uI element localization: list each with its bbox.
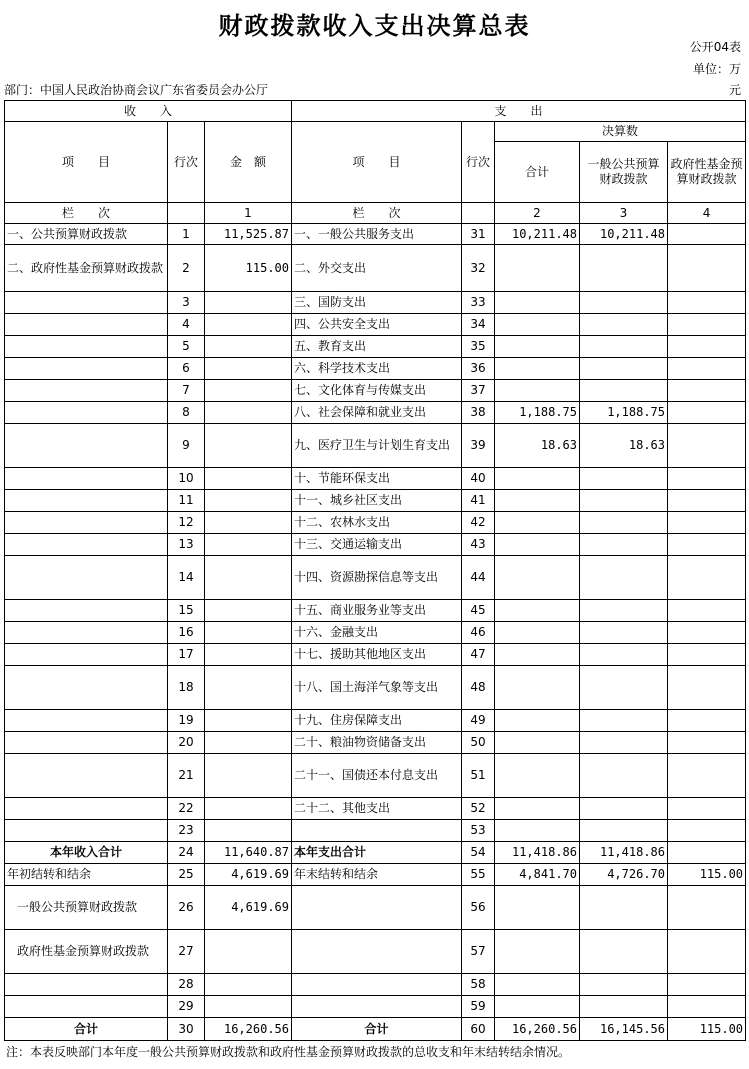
general-budget-header: 一般公共预算财政拨款 [580,142,668,203]
income-line-no: 24 [168,842,205,864]
general-budget-amount [580,732,668,754]
total-amount [495,600,580,622]
total-amount [495,930,580,974]
table-row [5,996,746,1018]
income-item: 年初结转和结余 [5,864,168,886]
gov-fund-header: 政府性基金预算财政拨款 [668,142,746,203]
gov-fund-amount [668,490,746,512]
income-item [5,336,168,358]
income-line-no: 4 [168,314,205,336]
gov-fund-amount [668,644,746,666]
general-budget-amount [580,622,668,644]
gov-fund-amount [668,820,746,842]
general-budget-amount: 1,188.75 [580,402,668,424]
expense-line-no: 36 [462,358,495,380]
expense-line-no: 40 [462,468,495,490]
income-amount [205,556,292,600]
income-amount [205,490,292,512]
income-item [5,556,168,600]
expense-line-no: 54 [462,842,495,864]
income-item [5,754,168,798]
expense-item: 二十二、其他支出 [292,798,462,820]
income-item [5,292,168,314]
income-amount [205,820,292,842]
expense-line-no: 31 [462,224,495,245]
general-budget-amount: 10,211.48 [580,224,668,245]
total-amount [495,534,580,556]
general-budget-amount [580,292,668,314]
income-item [5,600,168,622]
gov-fund-amount [668,292,746,314]
expense-item [292,886,462,930]
income-amount [205,930,292,974]
income-item [5,996,168,1018]
gov-fund-amount [668,974,746,996]
table-row [5,974,746,996]
gov-fund-amount [668,754,746,798]
expense-item: 十、节能环保支出 [292,468,462,490]
expense-line-no: 42 [462,512,495,534]
income-line-no: 17 [168,644,205,666]
general-budget-amount [580,996,668,1018]
general-budget-amount [580,666,668,710]
income-amount [205,974,292,996]
gov-fund-amount [668,380,746,402]
income-item [5,380,168,402]
expense-item: 十二、农林水支出 [292,512,462,534]
expense-line-no: 49 [462,710,495,732]
table-row [5,644,746,666]
expense-line-no: 57 [462,930,495,974]
total-amount [495,380,580,402]
gov-fund-amount: 115.00 [668,864,746,886]
income-line-no: 2 [168,245,205,292]
table-row [5,930,746,974]
table-row [5,556,746,600]
expense-line-no: 52 [462,798,495,820]
expense-item: 十九、住房保障支出 [292,710,462,732]
income-line-no: 7 [168,380,205,402]
expense-line-no: 41 [462,490,495,512]
expense-item: 三、国防支出 [292,292,462,314]
expense-item-header: 项 目 [292,122,462,203]
col-label-right: 栏 次 [292,203,462,224]
income-item: 合计 [5,1018,168,1041]
income-amount [205,402,292,424]
table-row [5,380,746,402]
general-budget-amount [580,600,668,622]
income-item [5,644,168,666]
income-amount: 4,619.69 [205,864,292,886]
income-header: 收 入 [5,101,292,122]
gov-fund-amount [668,930,746,974]
income-item [5,424,168,468]
gov-fund-amount [668,710,746,732]
general-budget-amount: 4,726.70 [580,864,668,886]
table-row [5,754,746,798]
income-line-no: 18 [168,666,205,710]
income-amount: 16,260.56 [205,1018,292,1041]
income-amount [205,600,292,622]
table-row [5,1018,746,1041]
income-item [5,820,168,842]
expense-line-no: 32 [462,245,495,292]
income-line-no: 15 [168,600,205,622]
total-amount: 1,188.75 [495,402,580,424]
income-amount [205,732,292,754]
general-budget-amount [580,754,668,798]
expense-item: 合计 [292,1018,462,1041]
table-row [5,732,746,754]
gov-fund-amount [668,245,746,292]
income-line-no: 25 [168,864,205,886]
table-row [5,622,746,644]
income-amount: 4,619.69 [205,886,292,930]
income-line-no: 28 [168,974,205,996]
col-index-1: 1 [205,203,292,224]
expense-line-no: 47 [462,644,495,666]
income-line-no: 6 [168,358,205,380]
income-line-no: 20 [168,732,205,754]
expense-line-no: 43 [462,534,495,556]
table-row [5,245,746,292]
total-amount [495,754,580,798]
expense-item: 年末结转和结余 [292,864,462,886]
total-amount [495,314,580,336]
income-amount [205,534,292,556]
gov-fund-amount [668,556,746,600]
income-amount [205,424,292,468]
income-line-no: 13 [168,534,205,556]
expense-line-no: 55 [462,864,495,886]
general-budget-amount [580,336,668,358]
income-item [5,358,168,380]
income-line-no: 3 [168,292,205,314]
income-amount [205,358,292,380]
general-budget-amount [580,930,668,974]
income-line-no: 14 [168,556,205,600]
general-budget-amount [580,380,668,402]
general-budget-amount [580,974,668,996]
income-line-no: 16 [168,622,205,644]
income-amount-header: 金 额 [205,122,292,203]
total-amount [495,245,580,292]
income-amount [205,798,292,820]
income-amount [205,622,292,644]
expense-line-header: 行次 [462,122,495,203]
expense-line-no: 34 [462,314,495,336]
final-accounts-header: 决算数 [495,122,746,142]
general-budget-amount [580,644,668,666]
expense-line-no: 45 [462,600,495,622]
total-amount [495,710,580,732]
general-budget-amount [580,534,668,556]
empty-cell [462,203,495,224]
expense-item [292,974,462,996]
expense-line-no: 58 [462,974,495,996]
expense-item: 一、一般公共服务支出 [292,224,462,245]
income-item: 二、政府性基金预算财政拨款 [5,245,168,292]
gov-fund-amount [668,798,746,820]
general-budget-amount [580,358,668,380]
income-amount: 115.00 [205,245,292,292]
total-header: 合计 [495,142,580,203]
income-item [5,974,168,996]
gov-fund-amount [668,996,746,1018]
gov-fund-amount [668,622,746,644]
page-title: 财政拨款收入支出决算总表 [218,11,531,40]
income-amount [205,512,292,534]
general-budget-amount [580,556,668,600]
gov-fund-amount [668,402,746,424]
income-line-no: 11 [168,490,205,512]
income-line-no: 9 [168,424,205,468]
header-row-1 [5,101,746,122]
gov-fund-amount [668,468,746,490]
column-index-row [5,203,746,224]
income-amount: 11,525.87 [205,224,292,245]
table-row [5,424,746,468]
gov-fund-amount [668,314,746,336]
income-item [5,798,168,820]
income-item [5,666,168,710]
general-budget-amount: 18.63 [580,424,668,468]
footnote: 注：本表反映部门本年度一般公共预算财政拨款和政府性基金预算财政拨款的总收支和年末结转结余情况。 [6,1045,571,1059]
total-amount [495,666,580,710]
expense-item: 九、医疗卫生与计划生育支出 [292,424,462,468]
expense-item: 十一、城乡社区支出 [292,490,462,512]
expense-line-no: 38 [462,402,495,424]
total-amount [495,798,580,820]
total-amount [495,732,580,754]
income-line-no: 5 [168,336,205,358]
expense-item: 五、教育支出 [292,336,462,358]
expense-line-no: 60 [462,1018,495,1041]
empty-cell [168,203,205,224]
form-code: 公开04表 [689,40,741,54]
income-line-no: 29 [168,996,205,1018]
general-budget-amount [580,314,668,336]
income-line-header: 行次 [168,122,205,203]
income-item: 一般公共预算财政拨款 [5,886,168,930]
expense-item: 本年支出合计 [292,842,462,864]
table-row [5,512,746,534]
expense-item: 十七、援助其他地区支出 [292,644,462,666]
expense-item: 八、社会保障和就业支出 [292,402,462,424]
total-amount [495,820,580,842]
income-amount [205,754,292,798]
total-amount: 11,418.86 [495,842,580,864]
gov-fund-amount [668,512,746,534]
total-amount [495,358,580,380]
table-row [5,358,746,380]
expense-line-no: 56 [462,886,495,930]
total-amount [495,468,580,490]
expense-line-no: 46 [462,622,495,644]
unit-label: 单位：万 [692,62,741,76]
income-line-no: 19 [168,710,205,732]
expense-item: 四、公共安全支出 [292,314,462,336]
general-budget-amount [580,798,668,820]
total-amount [495,490,580,512]
table-row [5,534,746,556]
expense-item: 十八、国土海洋气象等支出 [292,666,462,710]
expense-line-no: 33 [462,292,495,314]
table-row [5,710,746,732]
general-budget-amount [580,886,668,930]
expense-item: 六、科学技术支出 [292,358,462,380]
table-row [5,842,746,864]
income-line-no: 23 [168,820,205,842]
total-amount: 18.63 [495,424,580,468]
income-amount [205,314,292,336]
table-row [5,600,746,622]
gov-fund-amount [668,666,746,710]
income-amount [205,644,292,666]
income-item [5,512,168,534]
expense-item: 十四、资源勘探信息等支出 [292,556,462,600]
income-amount [205,468,292,490]
income-line-no: 30 [168,1018,205,1041]
table-row [5,820,746,842]
income-item [5,468,168,490]
income-amount [205,996,292,1018]
gov-fund-amount [668,336,746,358]
gov-fund-amount [668,732,746,754]
total-amount [495,974,580,996]
income-line-no: 22 [168,798,205,820]
table-row [5,336,746,358]
income-item [5,314,168,336]
income-line-no: 1 [168,224,205,245]
expense-line-no: 44 [462,556,495,600]
income-item [5,490,168,512]
income-item: 一、公共预算财政拨款 [5,224,168,245]
gov-fund-amount [668,224,746,245]
total-amount [495,292,580,314]
budget-table [4,100,746,1041]
expense-item [292,820,462,842]
col-index-2: 2 [495,203,580,224]
income-line-no: 26 [168,886,205,930]
income-item-header: 项 目 [5,122,168,203]
general-budget-amount [580,820,668,842]
expense-line-no: 50 [462,732,495,754]
income-item [5,732,168,754]
income-item [5,402,168,424]
income-amount [205,666,292,710]
income-amount: 11,640.87 [205,842,292,864]
total-amount: 10,211.48 [495,224,580,245]
expense-item: 二十一、国债还本付息支出 [292,754,462,798]
income-line-no: 21 [168,754,205,798]
general-budget-amount [580,468,668,490]
table-row [5,490,746,512]
gov-fund-amount: 115.00 [668,1018,746,1041]
expense-item: 二、外交支出 [292,245,462,292]
total-amount [495,512,580,534]
table-row [5,224,746,245]
total-amount [495,556,580,600]
income-amount [205,292,292,314]
expense-item: 十六、金融支出 [292,622,462,644]
table-row [5,798,746,820]
expense-item: 十五、商业服务业等支出 [292,600,462,622]
expense-line-no: 35 [462,336,495,358]
gov-fund-amount [668,358,746,380]
gov-fund-amount [668,424,746,468]
table-row [5,402,746,424]
income-amount [205,710,292,732]
expense-item: 十三、交通运输支出 [292,534,462,556]
gov-fund-amount [668,534,746,556]
income-item: 本年收入合计 [5,842,168,864]
expense-item: 七、文化体育与传媒支出 [292,380,462,402]
expense-line-no: 39 [462,424,495,468]
income-item [5,622,168,644]
income-line-no: 12 [168,512,205,534]
general-budget-amount [580,512,668,534]
general-budget-amount: 11,418.86 [580,842,668,864]
income-amount [205,336,292,358]
table-row [5,666,746,710]
table-row [5,314,746,336]
income-item [5,710,168,732]
unit-label-cont: 元 [728,83,741,97]
header-row-2 [5,122,746,142]
total-amount [495,644,580,666]
total-amount [495,996,580,1018]
income-line-no: 10 [168,468,205,490]
department-label: 部门：中国人民政治协商会议广东省委员会办公厅 [4,83,269,97]
expense-line-no: 53 [462,820,495,842]
gov-fund-amount [668,600,746,622]
expense-line-no: 59 [462,996,495,1018]
expense-header: 支 出 [292,101,746,122]
income-line-no: 27 [168,930,205,974]
general-budget-amount [580,710,668,732]
total-amount [495,886,580,930]
table-row [5,292,746,314]
table-row [5,886,746,930]
income-line-no: 8 [168,402,205,424]
general-budget-amount [580,490,668,512]
expense-line-no: 48 [462,666,495,710]
expense-item [292,996,462,1018]
income-item [5,534,168,556]
table-row [5,468,746,490]
expense-line-no: 37 [462,380,495,402]
income-item: 政府性基金预算财政拨款 [5,930,168,974]
col-index-3: 3 [580,203,668,224]
col-label-left: 栏 次 [5,203,168,224]
expense-item [292,930,462,974]
gov-fund-amount [668,842,746,864]
total-amount: 16,260.56 [495,1018,580,1041]
table-row [5,864,746,886]
gov-fund-amount [668,886,746,930]
general-budget-amount: 16,145.56 [580,1018,668,1041]
total-amount [495,622,580,644]
expense-item: 二十、粮油物资储备支出 [292,732,462,754]
total-amount [495,336,580,358]
total-amount: 4,841.70 [495,864,580,886]
expense-line-no: 51 [462,754,495,798]
general-budget-amount [580,245,668,292]
col-index-4: 4 [668,203,746,224]
income-amount [205,380,292,402]
